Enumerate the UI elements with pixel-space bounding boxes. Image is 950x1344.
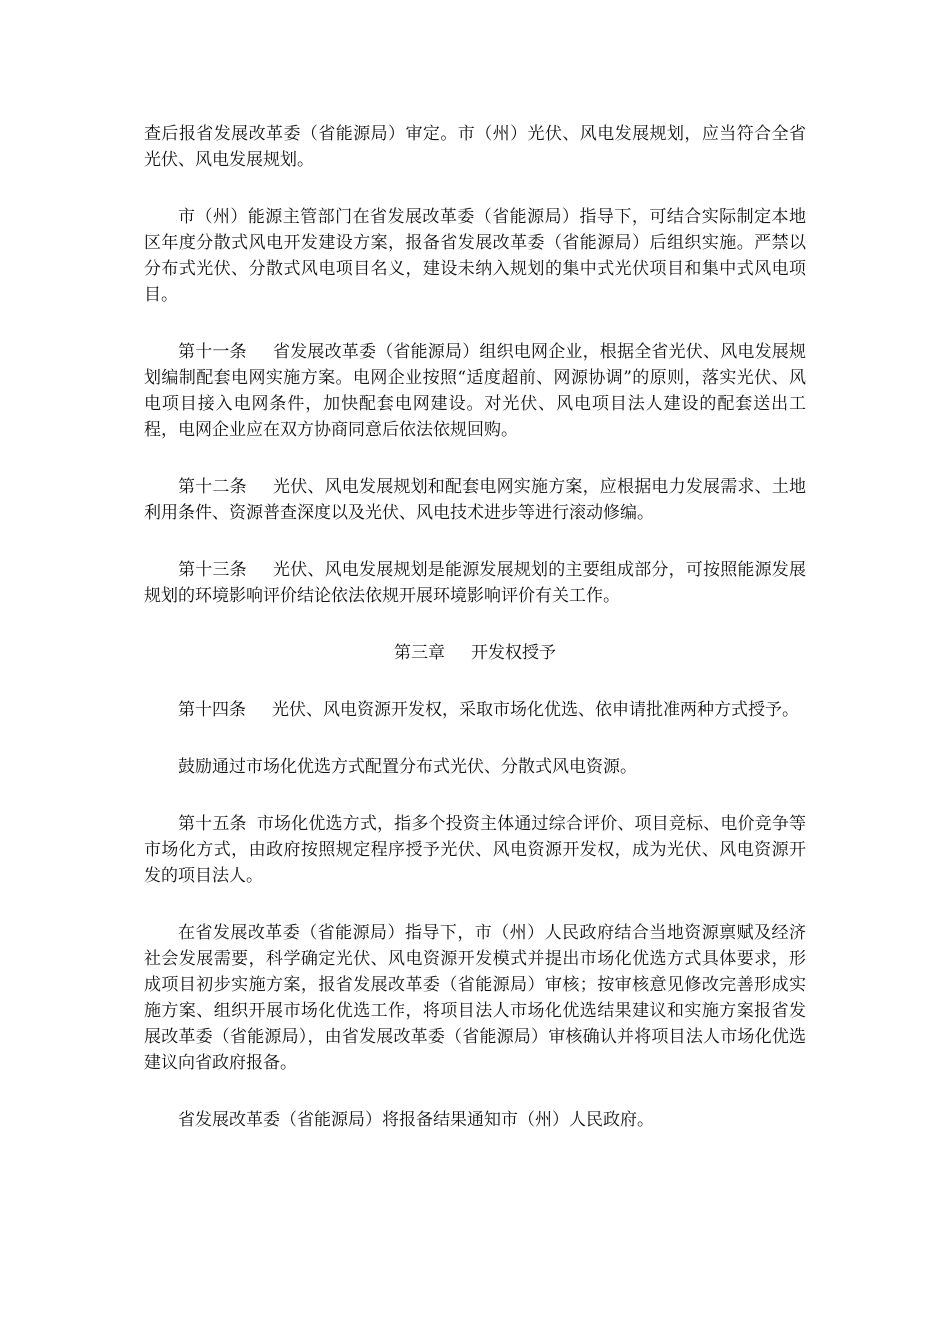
article-number: 第十二条 [178,477,247,497]
paragraph-text: 市场化优选方式，指多个投资主体通过综合评价、项目竞标、电价竞争等市场化方式，由政府按照规定程序授予光伏、风电资源开发权，成为光伏、风电资源开发的项目法人。 [144,814,807,886]
chapter-heading [144,640,806,666]
article-number: 第十一条 [178,342,247,362]
chapter-title: 开发权授予 [471,643,556,663]
paragraph [144,754,806,780]
paragraph [144,920,806,1076]
paragraph-text: 省发展改革委（省能源局）将报备结果通知市（州）人民政府。 [178,1110,654,1130]
paragraph [144,204,806,308]
paragraph-text: 光伏、风电发展规划是能源发展规划的主要组成部分，可按照能源发展规划的环境影响评价结论依法依规开展环境影响评价有关工作。 [144,560,807,606]
paragraph-text: 光伏、风电资源开发权，采取市场化优选、依申请批准两种方式授予。 [272,700,799,720]
article-number: 第十五条 [178,814,247,834]
document-body [144,121,806,1164]
article-11 [144,339,806,443]
paragraph-text: 在省发展改革委（省能源局）指导下，市（州）人民政府结合当地资源禀赋及经济社会发展需要，科学确定光伏、风电资源开发模式并提出市场化优选方式具体要求，形成项目初步实施方案，报省发展改革委（省能源局）审核；按审核意见修改完善形成实施方案、组织开展市场化优选工作，将项目法人市场化优选结果建议和实施方案报省发展改革委（省能源局），由省发展改革委（省能源局）审核确认并将项目法人市场化优选建议向省政府报备。 [144,923,806,1073]
paragraph-text: 查后报省发展改革委（省能源局）审定。市（州）光伏、风电发展规划，应当符合全省光伏、风电发展规划。 [144,124,806,170]
article-15 [144,811,806,889]
paragraph-text: 市（州）能源主管部门在省发展改革委（省能源局）指导下，可结合实际制定本地区年度分散式风电开发建设方案，报备省发展改革委（省能源局）后组织实施。严禁以分布式光伏、分散式风电项目名义，建设未纳入规划的集中式光伏项目和集中式风电项目。 [144,207,806,305]
chapter-number: 第三章 [394,643,445,663]
paragraph-text: 光伏、风电发展规划和配套电网实施方案，应根据电力发展需求、土地利用条件、资源普查深度以及光伏、风电技术进步等进行滚动修编。 [144,477,807,523]
paragraph [144,121,806,173]
paragraph-text: 省发展改革委（省能源局）组织电网企业，根据全省光伏、风电发展规划编制配套电网实施方案。电网企业按照“适度超前、网源协调”的原则，落实光伏、风电项目接入电网条件，加快配套电网建设。对光伏、风电项目法人建设的配套送出工程，电网企业应在双方协商同意后依法依规回购。 [144,342,807,440]
article-number: 第十四条 [178,700,246,720]
paragraph [144,1107,806,1133]
article-14 [144,697,806,723]
article-13 [144,557,806,609]
paragraph-text: 鼓励通过市场化优选方式配置分布式光伏、分散式风电资源。 [178,757,637,777]
article-number: 第十三条 [178,560,247,580]
article-12 [144,474,806,526]
